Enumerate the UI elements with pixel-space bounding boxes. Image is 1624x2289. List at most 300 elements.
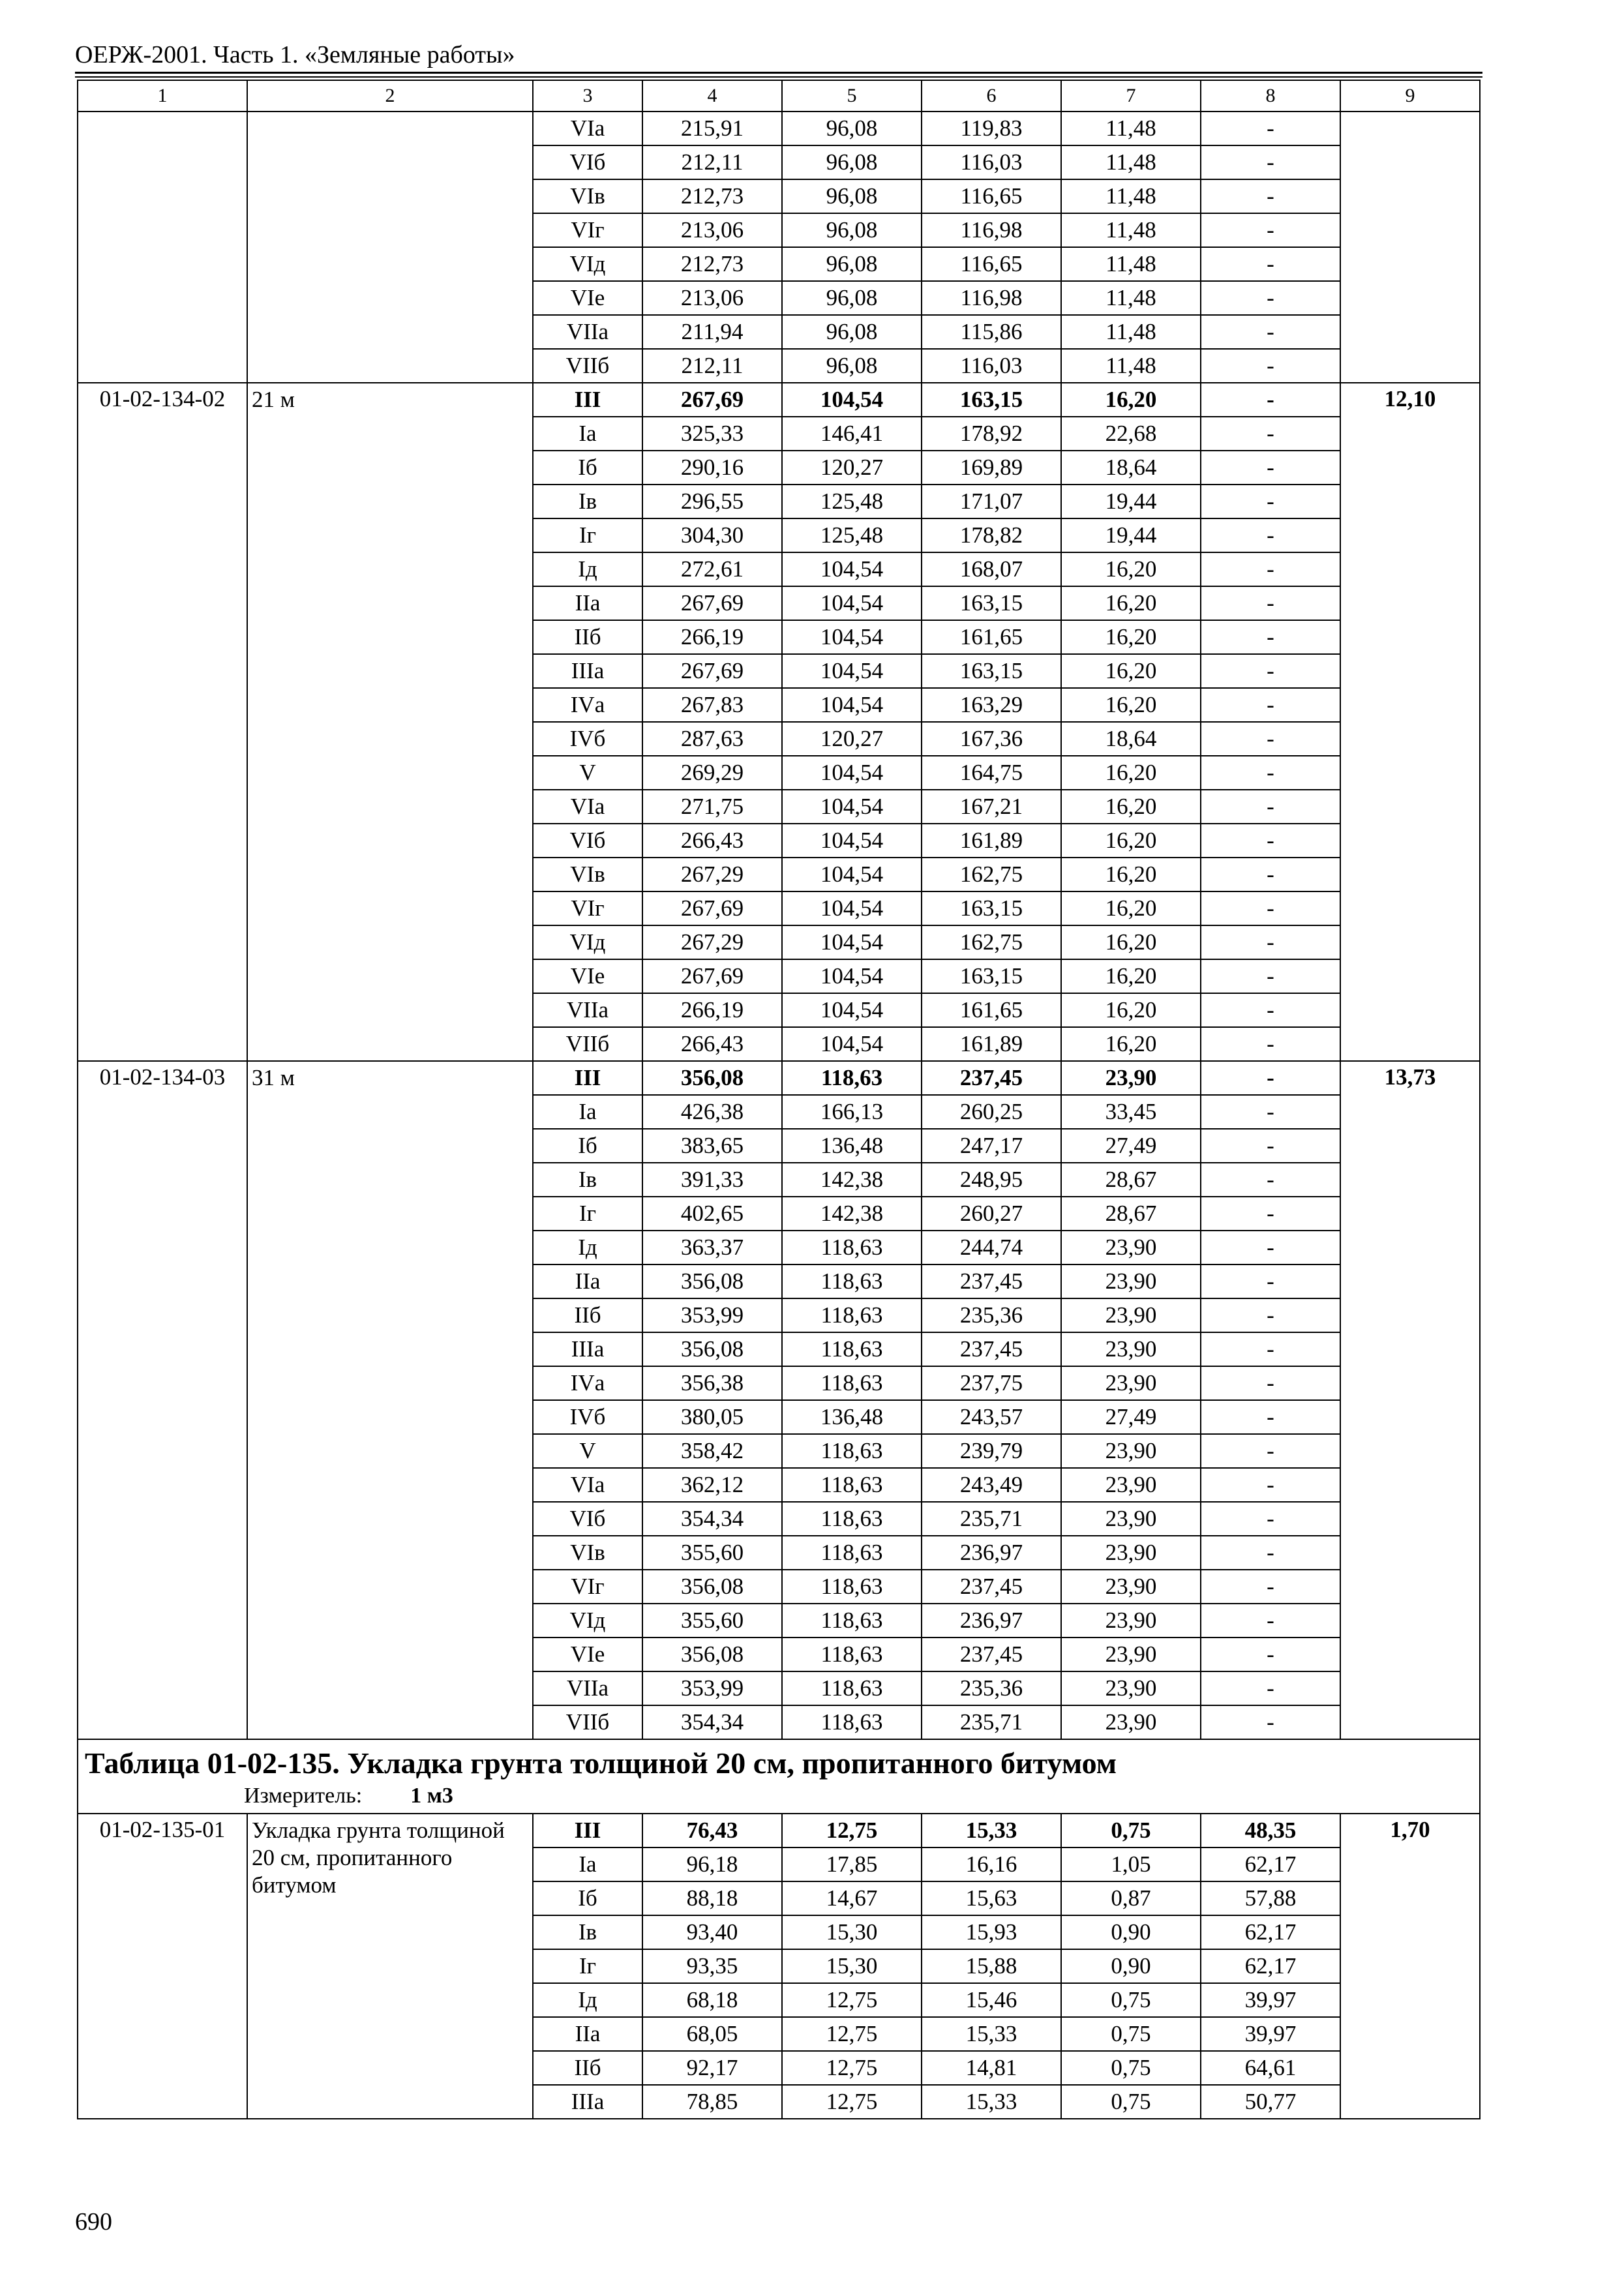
value-cell: - [1201,654,1340,688]
value-cell: 118,63 [782,1638,922,1671]
value-cell: - [1201,552,1340,586]
value-cell: 118,63 [782,1671,922,1705]
value-cell: 0,75 [1061,2051,1201,2085]
value-cell: 118,63 [782,1468,922,1502]
value-cell: 237,45 [922,1638,1061,1671]
value-cell: 287,63 [642,722,782,756]
value-cell: 104,54 [782,654,922,688]
value-cell: 235,36 [922,1298,1061,1332]
table-row [78,112,1480,145]
soil-group-cell: Iа [533,1848,642,1881]
value-cell: 16,20 [1061,925,1201,959]
value-cell: 23,90 [1061,1264,1201,1298]
value-cell: 15,63 [922,1881,1061,1915]
soil-group-cell: Iа [533,1095,642,1129]
value-cell: - [1201,315,1340,349]
value-cell: 23,90 [1061,1061,1201,1095]
value-cell: - [1201,959,1340,993]
value-cell: 11,48 [1061,179,1201,213]
value-cell: 15,33 [922,2017,1061,2051]
value-cell: 18,64 [1061,722,1201,756]
soil-group-cell: VIе [533,959,642,993]
value-cell: 164,75 [922,756,1061,790]
value-cell: 0,75 [1061,2085,1201,2119]
value-cell: - [1201,993,1340,1027]
value-cell: - [1201,1536,1340,1570]
soil-group-cell: Iв [533,485,642,518]
value-cell: 353,99 [642,1671,782,1705]
column-number: 6 [922,80,1061,112]
value-cell: 356,08 [642,1061,782,1095]
value-cell: 96,08 [782,213,922,247]
value-cell: 267,69 [642,654,782,688]
value-cell: 115,86 [922,315,1061,349]
value-cell: 236,97 [922,1604,1061,1638]
value-cell: 267,29 [642,858,782,891]
value-cell: - [1201,1468,1340,1502]
value-cell: 212,11 [642,349,782,383]
soil-group-cell: VIIа [533,993,642,1027]
value-cell: 23,90 [1061,1671,1201,1705]
soil-group-cell: IVа [533,688,642,722]
value-cell: - [1201,756,1340,790]
value-cell: 244,74 [922,1231,1061,1264]
value-cell: - [1201,417,1340,451]
table-title: Таблица 01-02-135. Укладка грунта толщиной 20 см, пропитанного битумом [85,1746,1117,1780]
value-cell: 15,93 [922,1915,1061,1949]
value-cell: 118,63 [782,1366,922,1400]
value-cell: 161,89 [922,824,1061,858]
value-cell: 23,90 [1061,1468,1201,1502]
value-cell: 16,20 [1061,993,1201,1027]
soil-group-cell: VIIб [533,349,642,383]
value-cell: 16,20 [1061,790,1201,824]
value-cell: 11,48 [1061,349,1201,383]
value-cell: 14,81 [922,2051,1061,2085]
value-cell: 272,61 [642,552,782,586]
value-cell: 239,79 [922,1434,1061,1468]
value-cell: - [1201,112,1340,145]
value-cell: 266,19 [642,993,782,1027]
value-cell: 0,75 [1061,1983,1201,2017]
value-cell: 118,63 [782,1705,922,1739]
value-cell: - [1201,1197,1340,1231]
value-cell: 266,43 [642,824,782,858]
soil-group-cell: Iв [533,1163,642,1197]
value-cell: - [1201,281,1340,315]
value-cell: 62,17 [1201,1949,1340,1983]
value-cell: - [1201,213,1340,247]
value-cell: 16,20 [1061,586,1201,620]
value-cell: 93,40 [642,1915,782,1949]
value-cell: 266,19 [642,620,782,654]
value-cell: 267,69 [642,891,782,925]
value-cell: 118,63 [782,1604,922,1638]
value-cell: 358,42 [642,1434,782,1468]
value-cell: 104,54 [782,959,922,993]
value-cell: 166,13 [782,1095,922,1129]
value-cell: 356,08 [642,1264,782,1298]
value-cell: - [1201,247,1340,281]
soil-group-cell: VIб [533,145,642,179]
value-cell: 33,45 [1061,1095,1201,1129]
soil-group-cell: Iг [533,1197,642,1231]
value-cell: - [1201,1163,1340,1197]
value-cell: 325,33 [642,417,782,451]
value-cell: 356,08 [642,1570,782,1604]
value-cell: 96,08 [782,112,922,145]
value-cell: 118,63 [782,1332,922,1366]
rate-code-cell: 01-02-135-01 [78,1814,247,2119]
value-cell: 50,77 [1201,2085,1340,2119]
value-cell: 15,30 [782,1915,922,1949]
rate-code-cell: 01-02-134-02 [78,383,247,1061]
value-cell: - [1201,1366,1340,1400]
value-cell: 104,54 [782,858,922,891]
value-cell: - [1201,1027,1340,1061]
value-cell: 247,17 [922,1129,1061,1163]
value-cell: - [1201,1298,1340,1332]
soil-group-cell: VIб [533,1502,642,1536]
soil-group-cell: VIг [533,1570,642,1604]
value-cell: 12,75 [782,1814,922,1848]
value-cell: 363,37 [642,1231,782,1264]
value-cell: 142,38 [782,1197,922,1231]
column-number-row [78,80,1480,112]
header-rule-inner [75,76,1482,78]
value-cell: - [1201,1570,1340,1604]
soil-group-cell: VIIб [533,1705,642,1739]
value-cell: - [1201,824,1340,858]
value-cell: 16,20 [1061,756,1201,790]
value-cell: 353,99 [642,1298,782,1332]
value-cell: 116,98 [922,281,1061,315]
table-row [78,383,1480,417]
value-cell: 11,48 [1061,247,1201,281]
column-number: 1 [78,80,247,112]
soil-group-cell: VIг [533,891,642,925]
value-cell: 23,90 [1061,1536,1201,1570]
value-cell: 296,55 [642,485,782,518]
value-cell: 76,43 [642,1814,782,1848]
value-cell: 104,54 [782,925,922,959]
soil-group-cell: IIа [533,2017,642,2051]
value-cell: 39,97 [1201,2017,1340,2051]
rate-description-cell [247,112,533,383]
measure-label: Измеритель: [244,1784,363,1808]
value-cell: 146,41 [782,417,922,451]
value-cell: 16,20 [1061,620,1201,654]
value-cell: - [1201,1638,1340,1671]
value-cell: 23,90 [1061,1638,1201,1671]
soil-group-cell: VIе [533,1638,642,1671]
soil-group-cell: VIIб [533,1027,642,1061]
value-cell: 267,69 [642,959,782,993]
value-cell: 125,48 [782,485,922,518]
value-cell: 237,45 [922,1332,1061,1366]
table-row [78,1814,1480,1848]
rate-description-cell: 21 м [247,383,533,1061]
value-cell: 243,49 [922,1468,1061,1502]
value-cell: 267,69 [642,586,782,620]
value-cell: - [1201,1264,1340,1298]
value-cell: 92,17 [642,2051,782,2085]
soil-group-cell: Iд [533,552,642,586]
value-cell: 118,63 [782,1264,922,1298]
value-cell: 235,71 [922,1502,1061,1536]
value-cell: 211,94 [642,315,782,349]
value-cell: 118,63 [782,1434,922,1468]
value-cell: 27,49 [1061,1400,1201,1434]
value-cell: 235,71 [922,1705,1061,1739]
value-cell: 161,89 [922,1027,1061,1061]
value-cell: 68,05 [642,2017,782,2051]
table-row [78,1061,1480,1095]
value-cell: 356,08 [642,1332,782,1366]
value-cell: 96,08 [782,145,922,179]
soil-group-cell: Iд [533,1231,642,1264]
value-cell: 426,38 [642,1095,782,1129]
value-cell: 380,05 [642,1400,782,1434]
value-cell: 383,65 [642,1129,782,1163]
value-cell: 243,57 [922,1400,1061,1434]
value-cell: 23,90 [1061,1231,1201,1264]
value-cell: - [1201,451,1340,485]
column-number: 2 [247,80,533,112]
value-cell: - [1201,1231,1340,1264]
value-cell: 118,63 [782,1298,922,1332]
soil-group-cell: Iб [533,1129,642,1163]
running-header: ОЕРЖ-2001. Часть 1. «Земляные работы» [75,41,515,68]
value-cell: 267,69 [642,383,782,417]
value-cell: - [1201,1095,1340,1129]
column-number: 8 [1201,80,1340,112]
column-number: 5 [782,80,922,112]
value-cell: 391,33 [642,1163,782,1197]
value-cell: 15,33 [922,2085,1061,2119]
value-cell: 18,64 [1061,451,1201,485]
column-number: 9 [1340,80,1480,112]
value-cell: 235,36 [922,1671,1061,1705]
value-cell: 12,75 [782,1983,922,2017]
soil-group-cell: VIIа [533,315,642,349]
soil-group-cell: IIб [533,1298,642,1332]
value-cell: 402,65 [642,1197,782,1231]
value-cell: 22,68 [1061,417,1201,451]
column-number: 4 [642,80,782,112]
value-cell: 12,75 [782,2051,922,2085]
value-cell: 267,83 [642,688,782,722]
soil-group-cell: IVа [533,1366,642,1400]
value-cell: - [1201,925,1340,959]
value-cell: 28,67 [1061,1197,1201,1231]
value-cell: 11,48 [1061,213,1201,247]
value-cell: 78,85 [642,2085,782,2119]
value-cell: 120,27 [782,451,922,485]
soil-group-cell: IVб [533,722,642,756]
value-cell: 104,54 [782,383,922,417]
soil-group-cell: VIг [533,213,642,247]
value-cell: - [1201,1061,1340,1095]
value-cell: - [1201,1604,1340,1638]
table-title-cell [78,1739,1480,1814]
value-cell: 96,18 [642,1848,782,1881]
soil-group-cell: III [533,1061,642,1095]
rate-description-cell: 31 м [247,1061,533,1739]
value-cell: 163,15 [922,654,1061,688]
table-title-row [78,1739,1480,1814]
value-cell: 136,48 [782,1129,922,1163]
value-cell: 104,54 [782,1027,922,1061]
value-cell: 57,88 [1201,1881,1340,1915]
value-cell: 212,73 [642,179,782,213]
value-cell: 116,03 [922,145,1061,179]
soil-group-cell: VIIа [533,1671,642,1705]
soil-group-cell: V [533,1434,642,1468]
value-cell: - [1201,688,1340,722]
soil-group-cell: IIIа [533,1332,642,1366]
value-cell: 248,95 [922,1163,1061,1197]
value-cell: 161,65 [922,620,1061,654]
value-cell: 163,15 [922,586,1061,620]
soil-group-cell: III [533,1814,642,1848]
value-cell: 88,18 [642,1881,782,1915]
value-cell: 178,92 [922,417,1061,451]
value-cell: - [1201,858,1340,891]
value-cell: 28,67 [1061,1163,1201,1197]
column-number: 7 [1061,80,1201,112]
value-cell: 48,35 [1201,1814,1340,1848]
value-cell: 213,06 [642,281,782,315]
value-cell: 16,20 [1061,824,1201,858]
value-cell: 104,54 [782,552,922,586]
soil-group-cell: VIд [533,925,642,959]
soil-group-cell: IIб [533,2051,642,2085]
value-cell: - [1201,518,1340,552]
soil-group-cell: III [533,383,642,417]
value-cell: 104,54 [782,756,922,790]
soil-group-cell: Iа [533,417,642,451]
value-cell: 162,75 [922,858,1061,891]
value-cell: 271,75 [642,790,782,824]
value-cell: 64,61 [1201,2051,1340,2085]
value-cell: 68,18 [642,1983,782,2017]
column-number: 3 [533,80,642,112]
value-cell: 163,15 [922,891,1061,925]
value-cell: - [1201,349,1340,383]
soil-group-cell: VIб [533,824,642,858]
value-cell: 355,60 [642,1604,782,1638]
value-cell: 116,65 [922,247,1061,281]
value-cell: 96,08 [782,315,922,349]
value-cell: 118,63 [782,1502,922,1536]
value-cell: - [1201,620,1340,654]
value-cell: 11,48 [1061,281,1201,315]
value-cell: 0,75 [1061,1814,1201,1848]
value-cell: 62,17 [1201,1915,1340,1949]
soil-group-cell: IIб [533,620,642,654]
value-cell: 104,54 [782,790,922,824]
value-cell: 23,90 [1061,1705,1201,1739]
soil-group-cell: Iв [533,1915,642,1949]
value-cell: 136,48 [782,1400,922,1434]
soil-group-cell: IVб [533,1400,642,1434]
value-cell: 120,27 [782,722,922,756]
value-cell: - [1201,1502,1340,1536]
value-cell: 236,97 [922,1536,1061,1570]
value-cell: 168,07 [922,552,1061,586]
value-cell: 39,97 [1201,1983,1340,2017]
value-cell: - [1201,1400,1340,1434]
soil-group-cell: IIIа [533,654,642,688]
rate-code-cell: 01-02-134-03 [78,1061,247,1739]
value-cell: 116,65 [922,179,1061,213]
value-cell: 62,17 [1201,1848,1340,1881]
value-cell: 178,82 [922,518,1061,552]
value-cell: 125,48 [782,518,922,552]
value-cell: 16,20 [1061,383,1201,417]
page-number: 690 [75,2208,112,2236]
value-cell: 17,85 [782,1848,922,1881]
value-cell: - [1201,1332,1340,1366]
value-cell: 15,33 [922,1814,1061,1848]
value-cell: 213,06 [642,213,782,247]
value-cell: 354,34 [642,1705,782,1739]
rates-table-body [78,80,1480,2119]
labor-cost-cell: 13,73 [1340,1061,1480,1739]
value-cell: 23,90 [1061,1604,1201,1638]
value-cell: 290,16 [642,451,782,485]
labor-cost-cell [1340,112,1480,383]
value-cell: 162,75 [922,925,1061,959]
value-cell: 23,90 [1061,1502,1201,1536]
value-cell: 23,90 [1061,1332,1201,1366]
value-cell: 119,83 [922,112,1061,145]
value-cell: - [1201,145,1340,179]
soil-group-cell: VIд [533,1604,642,1638]
soil-group-cell: Iд [533,1983,642,2017]
soil-group-cell: VIд [533,247,642,281]
value-cell: - [1201,179,1340,213]
value-cell: - [1201,1129,1340,1163]
value-cell: 11,48 [1061,145,1201,179]
rate-code-cell [78,112,247,383]
value-cell: 96,08 [782,247,922,281]
measure-value: 1 м3 [410,1784,453,1808]
value-cell: 161,65 [922,993,1061,1027]
value-cell: 118,63 [782,1536,922,1570]
soil-group-cell: V [533,756,642,790]
soil-group-cell: VIа [533,112,642,145]
soil-group-cell: VIа [533,1468,642,1502]
value-cell: 16,20 [1061,552,1201,586]
value-cell: 96,08 [782,281,922,315]
soil-group-cell: VIв [533,858,642,891]
value-cell: 142,38 [782,1163,922,1197]
value-cell: 19,44 [1061,518,1201,552]
value-cell: 19,44 [1061,485,1201,518]
soil-group-cell: VIв [533,1536,642,1570]
value-cell: - [1201,485,1340,518]
value-cell: 104,54 [782,688,922,722]
value-cell: 163,15 [922,383,1061,417]
value-cell: 104,54 [782,620,922,654]
value-cell: - [1201,790,1340,824]
labor-cost-cell: 12,10 [1340,383,1480,1061]
value-cell: 15,88 [922,1949,1061,1983]
value-cell: 16,16 [922,1848,1061,1881]
value-cell: 116,98 [922,213,1061,247]
